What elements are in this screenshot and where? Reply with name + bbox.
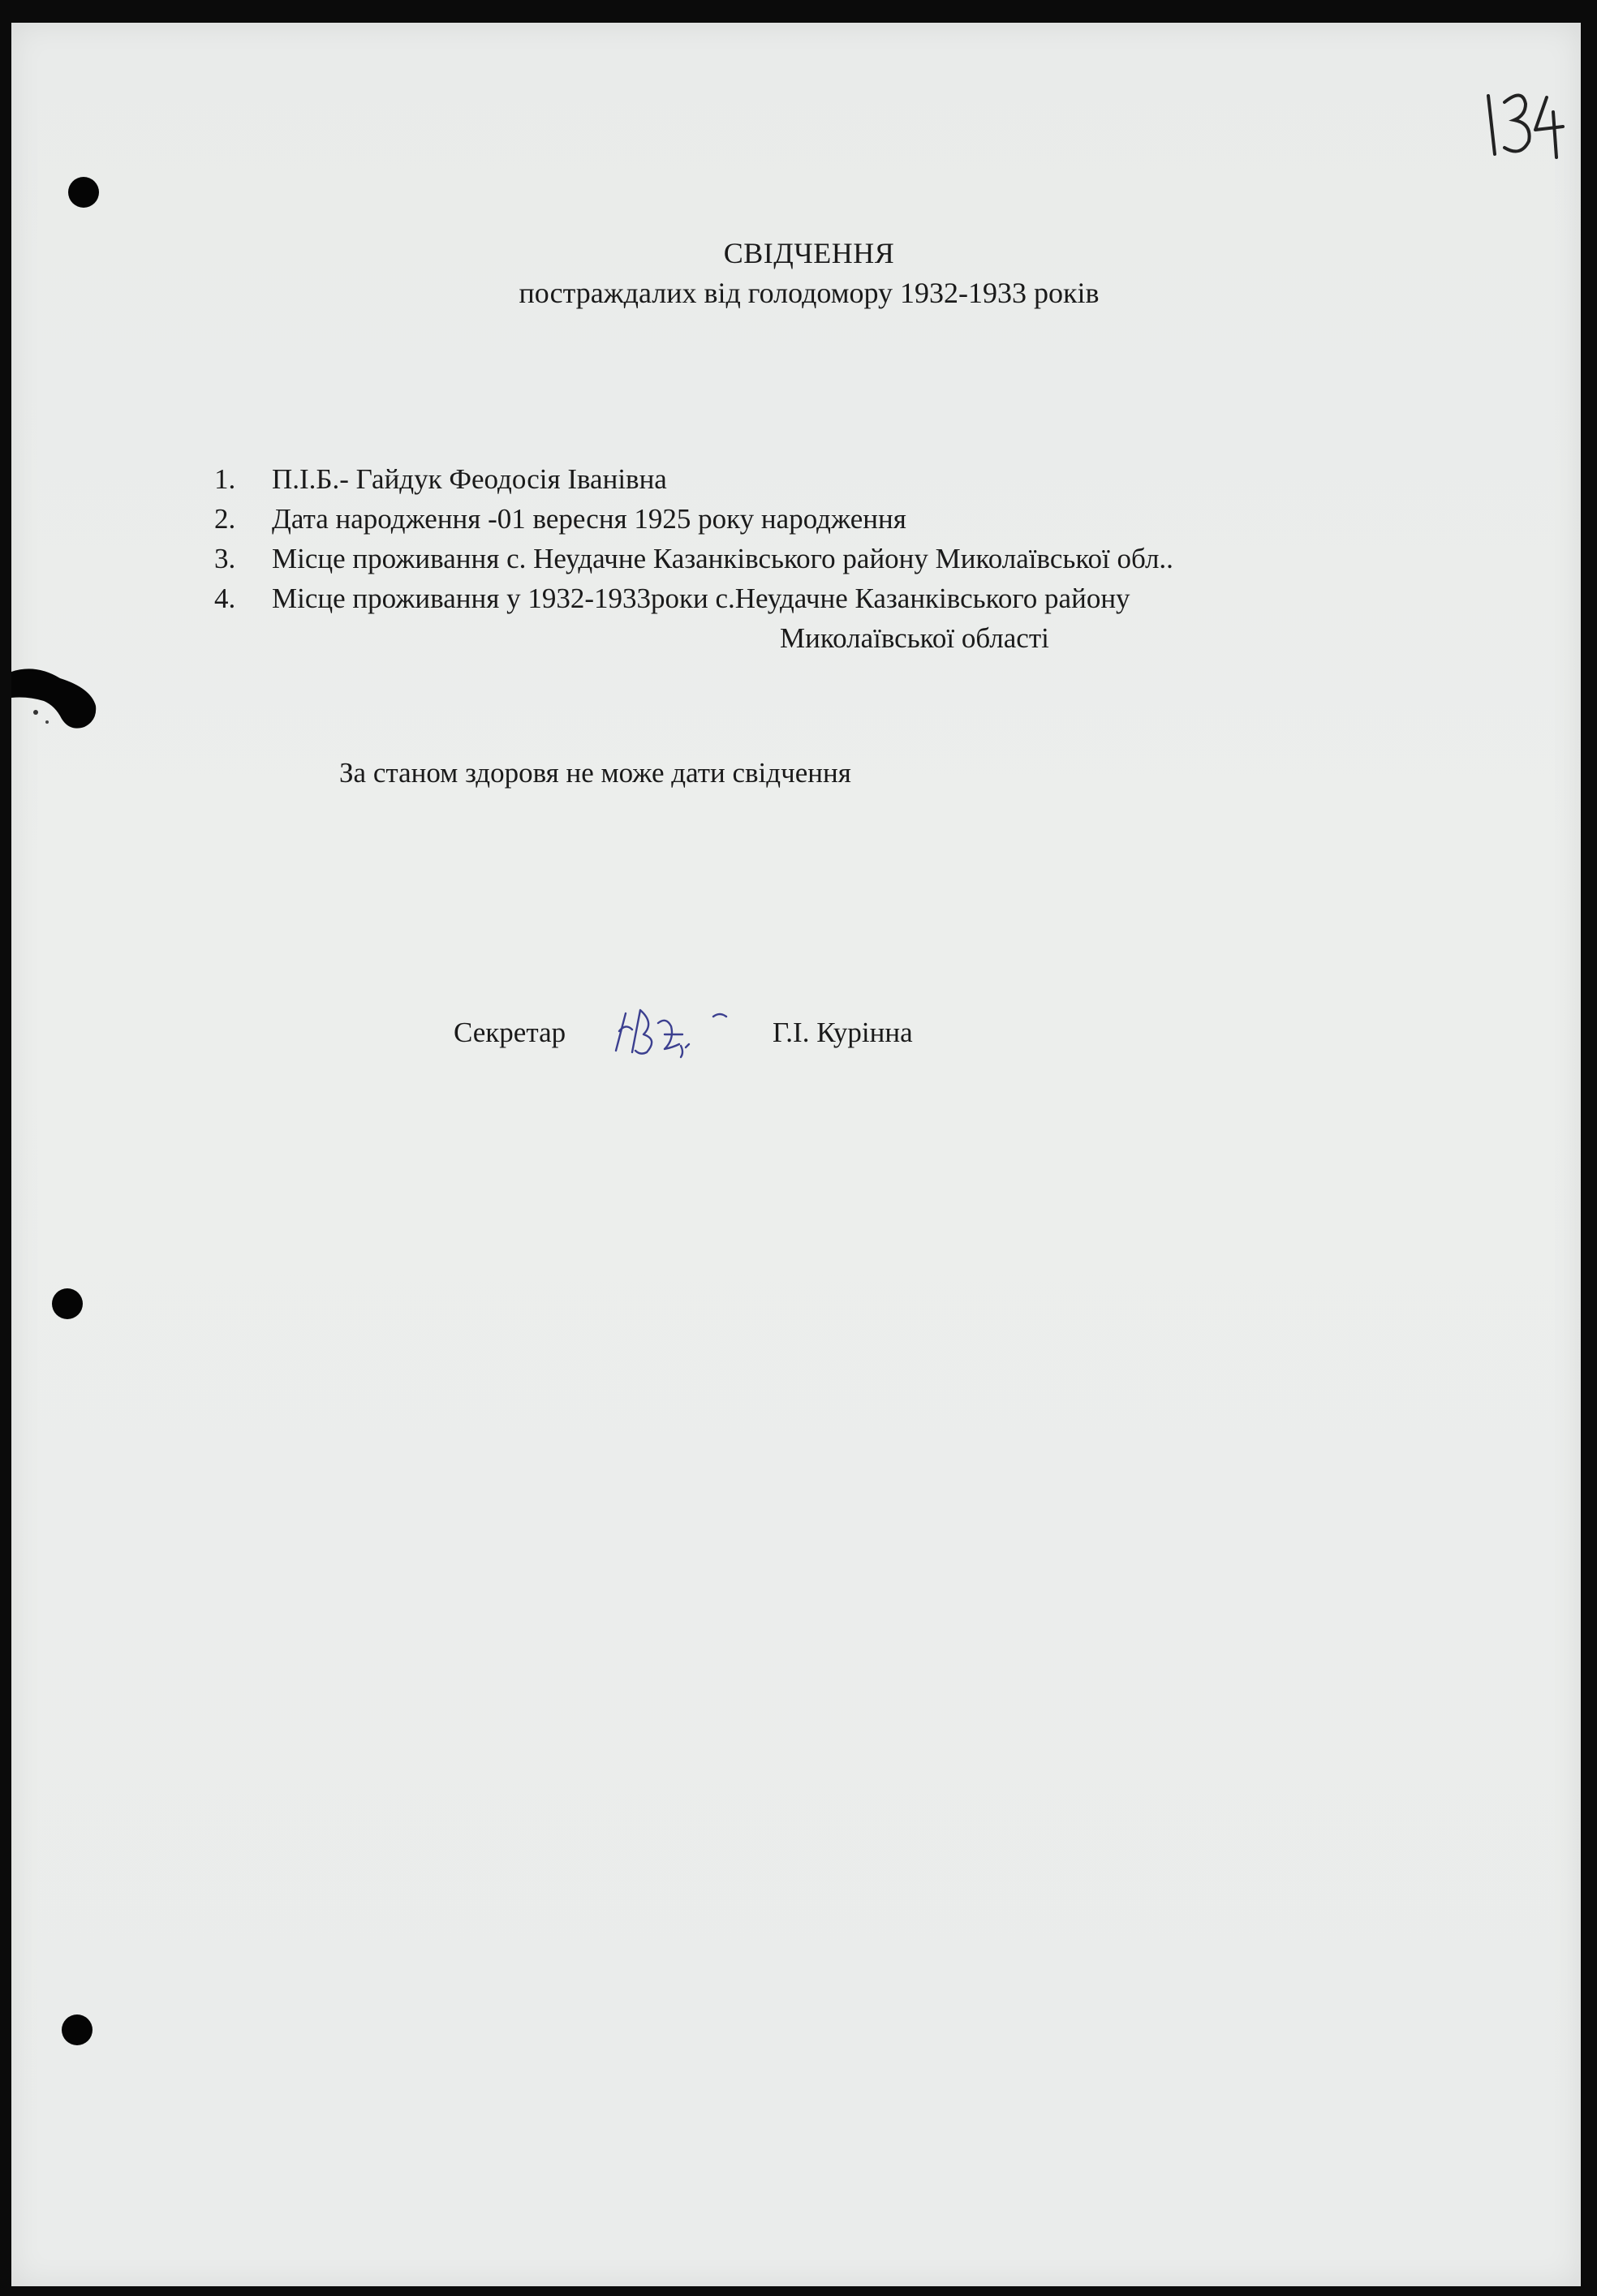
- item-text: Дата народження -01 вересня 1925 року народження: [272, 503, 906, 535]
- document-page: [11, 23, 1581, 2286]
- signatory-name: Г.І. Курінна: [773, 1017, 913, 1048]
- punch-hole-middle: [52, 1288, 83, 1319]
- item-number: 2.: [214, 503, 236, 535]
- list-item: [214, 578, 1431, 618]
- list-item-continuation: [214, 618, 1431, 658]
- item-number: 1.: [214, 463, 236, 495]
- item-number: 4.: [214, 583, 236, 614]
- signature-block: [454, 1017, 1103, 1073]
- page-number-handwriting: [1472, 80, 1569, 169]
- item-continuation-text: Миколаївської області: [780, 622, 1049, 654]
- punch-hole-top: [68, 177, 99, 208]
- handwritten-page-number: [1472, 80, 1569, 169]
- item-text: Місце проживання с. Неудачне Казанківського району Миколаївської обл..: [272, 543, 1173, 574]
- statement-text: За станом здоровя не може дати свідчення: [339, 757, 851, 789]
- list-item: [214, 459, 1431, 499]
- torn-punch-hole: [11, 664, 101, 745]
- document-subtitle: постраждалих від голодомору 1932-1933 років: [519, 277, 1100, 309]
- handwritten-signature: [608, 999, 738, 1064]
- info-list: [214, 459, 1431, 658]
- item-text: П.І.Б.- Гайдук Феодосія Іванівна: [272, 463, 667, 495]
- list-item: [214, 499, 1431, 539]
- item-text: Місце проживання у 1932-1933роки с.Неудачне Казанківського району: [272, 583, 1130, 614]
- list-item: [214, 539, 1431, 578]
- signatory-role: Секретар: [454, 1017, 566, 1048]
- item-number: 3.: [214, 543, 236, 574]
- document-title: СВІДЧЕННЯ: [723, 237, 895, 269]
- punch-hole-bottom: [62, 2014, 93, 2045]
